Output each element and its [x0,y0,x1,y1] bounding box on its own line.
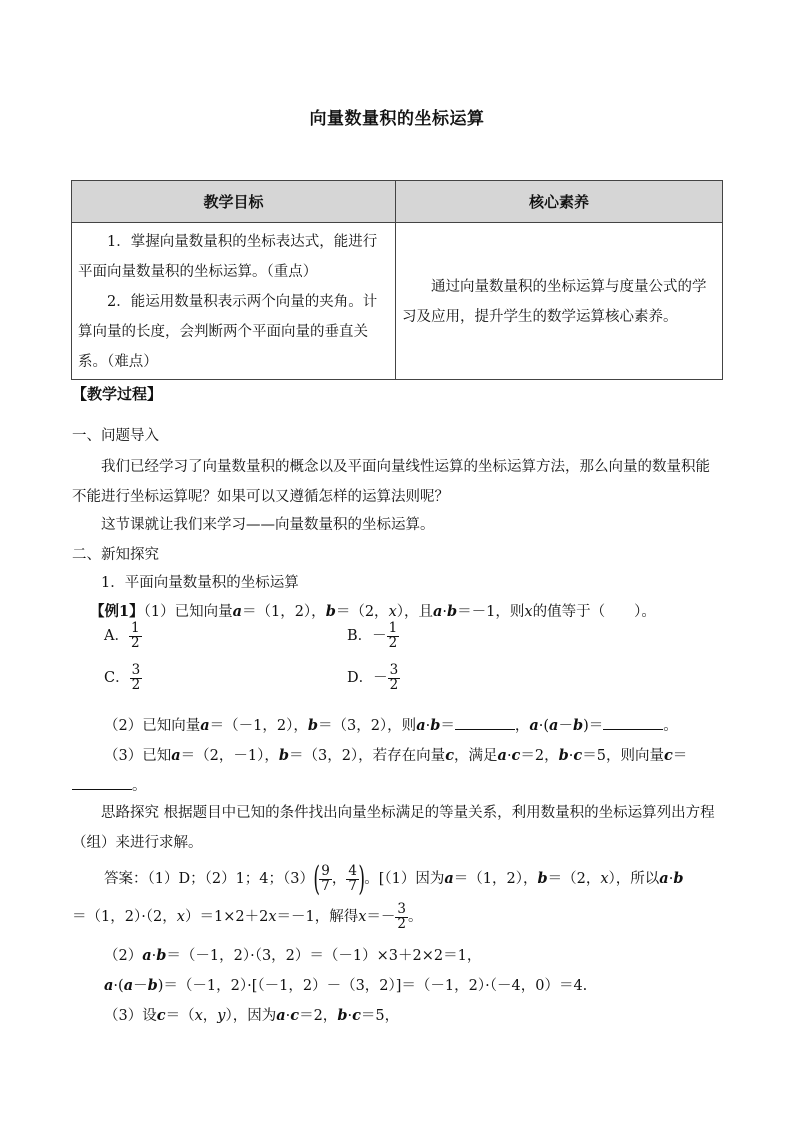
goals-cell [72,223,396,380]
header-core-literacy: 核心素养 [396,181,723,223]
page-title: 向量数量积的坐标运算 [309,109,485,129]
answer-line-2: ＝（1，2）·（2，x）＝1×2＋2x＝－1，解得x＝－ $\frac{3}{2}$ 。 [72,901,423,932]
goal-2: 2．能运用数量积表示两个向量的夹角。计算向量的长度，会判断两个平面向量的垂直关系。（难点） [78,294,378,370]
intro-paragraph: 我们已经学习了向量数量积的概念以及平面向量线性运算的坐标运算方法，那么向量的数量积能不能进行坐标运算呢？如果可以又遵循怎样的运算法则呢？ [72,459,710,505]
example-1-question-1: 【例1】（1）已知向量a＝（1，2），b＝（2，x），且a·b＝－1，则x的值等于（ ）。 [90,603,656,620]
header-teaching-goals: 教学目标 [72,181,396,223]
literacy-cell [396,223,723,380]
example-1-question-2: （2）已知向量a＝（－1，2），b＝（3，2），则a·b＝ ，a·(a－b)＝ 。 [104,717,678,734]
answer-line-4: a·(a－b)＝（－1，2）·[（－1，2）－（3，2）]＝（－1，2）·（－4，0）＝4. [104,977,588,994]
section2-heading: 二、新知探究 [72,547,159,563]
option-a: A． $\frac{1}{2}$ [104,620,140,651]
example-1-question-3: （3）已知a＝（2，－1），b＝（3，2），若存在向量c，满足a·c＝2，b·c＝5，则向量c＝ [104,747,688,764]
option-c: C． $\frac{3}{2}$ [104,662,141,693]
answer-line-1: 答案：（1）D；（2）1；4；（3）( $\frac{9}{7}$ ， $\frac{4}{7}$ )。[（1）因为a＝（1，2），b＝（2，x），所以a·b [104,859,684,899]
objectives-table [71,180,723,380]
idea-label: 思路探究 [101,805,159,821]
process-heading: 【教学过程】 [72,385,163,403]
intro-paragraph-2: 这节课就让我们来学习——向量数量积的坐标运算。 [101,517,435,533]
option-d: D．－ $\frac{3}{2}$ [347,662,399,693]
literacy-text: 通过向量数量积的坐标运算与度量公式的学习及应用，提升学生的数学运算核心素养。 [402,279,707,325]
answer-line-3: （2）a·b＝（－1，2）·（3，2）＝（－1）×3＋2×2＝1， [104,947,482,964]
answer-line-5: （3）设c＝（x，y），因为a·c＝2，b·c＝5， [104,1007,400,1024]
solution-idea: 思路探究 根据题目中已知的条件找出向量坐标满足的等量关系，利用数量积的坐标运算列出方程（组）来进行求解。 [72,805,715,851]
option-b: B．－ $\frac{1}{2}$ [347,620,398,651]
section1-heading: 一、问题导入 [72,428,159,444]
example-tag: 【例1】 [90,603,144,620]
question-3-answer-blank: 。 [72,774,724,795]
goal-1: 1．掌握向量数量积的坐标表达式，能进行平面向量数量积的坐标运算。（重点） [78,234,378,280]
subsection-1-heading: 1．平面向量数量积的坐标运算 [101,575,299,591]
